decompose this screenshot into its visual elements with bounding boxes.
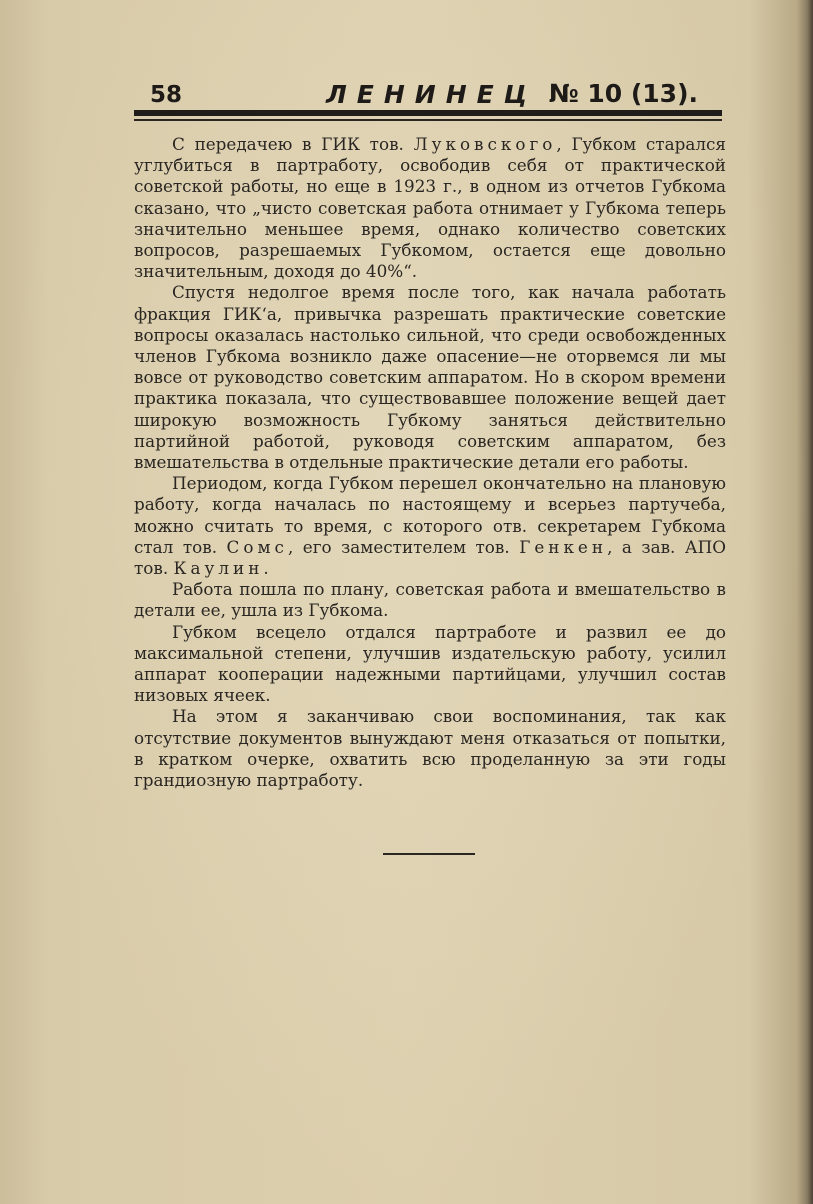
p1-text-a: С передачею в ГИК тов. (172, 134, 414, 154)
paragraph-2: Спустя недолгое время после того, как начала работать фракция ГИК‘а, привычка разрешать практические советские вопросы оказалась настолько сильной, что среди освобожденных членов Губкома возникло даже опасение—не оторвемся ли мы вовсе от руководство советским аппаратом. Но в скором времени практика показала, что существовавшее положение вещей дает широкую возможность Губкому заняться действительно партийной работой, руководя советским аппаратом, без вмешательства в отдельные практические детали его работы. (134, 282, 726, 473)
page-number: 58 (150, 82, 183, 108)
header-rule-thin (134, 119, 722, 121)
header-rule-thick (134, 110, 722, 116)
paragraph-5: Губком всецело отдался партработе и развил ее до максимальной степени, улучшив издательскую работу, усилил аппарат кооперации надежными партийцами, улучшил состав низовых ячеек. (134, 621, 726, 706)
p1-text-b: , Губком старался углубиться в партработу, освободив себя от практической советской работы, но еще в 1923 г., в одном из отчетов Губкома сказано, что „чисто советская работа отнимает у Губкома теперь значительно меньшее время, однако количество советских вопросов, разрешаемых Губкомом, остается еще довольно значительным, доходя до 40%“. (134, 134, 726, 282)
p3-text-d: . (263, 558, 269, 579)
journal-title: ЛЕНИНЕЦ (326, 80, 537, 109)
p3-name-2: Генкен (519, 536, 608, 557)
article-body (134, 134, 726, 791)
paragraph-4: Работа пошла по плану, советская работа и вмешательство в детали ее, ушла из Губкома. (134, 579, 726, 621)
paragraph-3 (134, 473, 726, 579)
p3-text-b: , его заместителем тов. (287, 536, 520, 557)
p3-text-a: Периодом, когда Губком перешел окончательно на плановую работу, когда началась по настоящему и всерьез партучеба, можно считать то время, с которого отв. секретарем Губкома стал тов. (134, 473, 726, 557)
issue-number: № 10 (13). (548, 79, 698, 108)
p3-name-3: Каулин (173, 558, 264, 579)
paragraph-1 (134, 134, 726, 282)
paragraph-6: На этом я заканчиваю свои воспоминания, так как отсутствие документов вынуждают меня отказаться от попытки, в кратком очерке, охватить всю проделанную за эти годы грандиозную партработу. (134, 706, 726, 791)
end-rule (383, 853, 475, 855)
p1-name: Луковского (413, 134, 557, 154)
p3-name-1: Сомс (226, 536, 288, 557)
page-header (150, 76, 722, 112)
p3-text-c: , а зав. АПО тов. (134, 536, 726, 579)
